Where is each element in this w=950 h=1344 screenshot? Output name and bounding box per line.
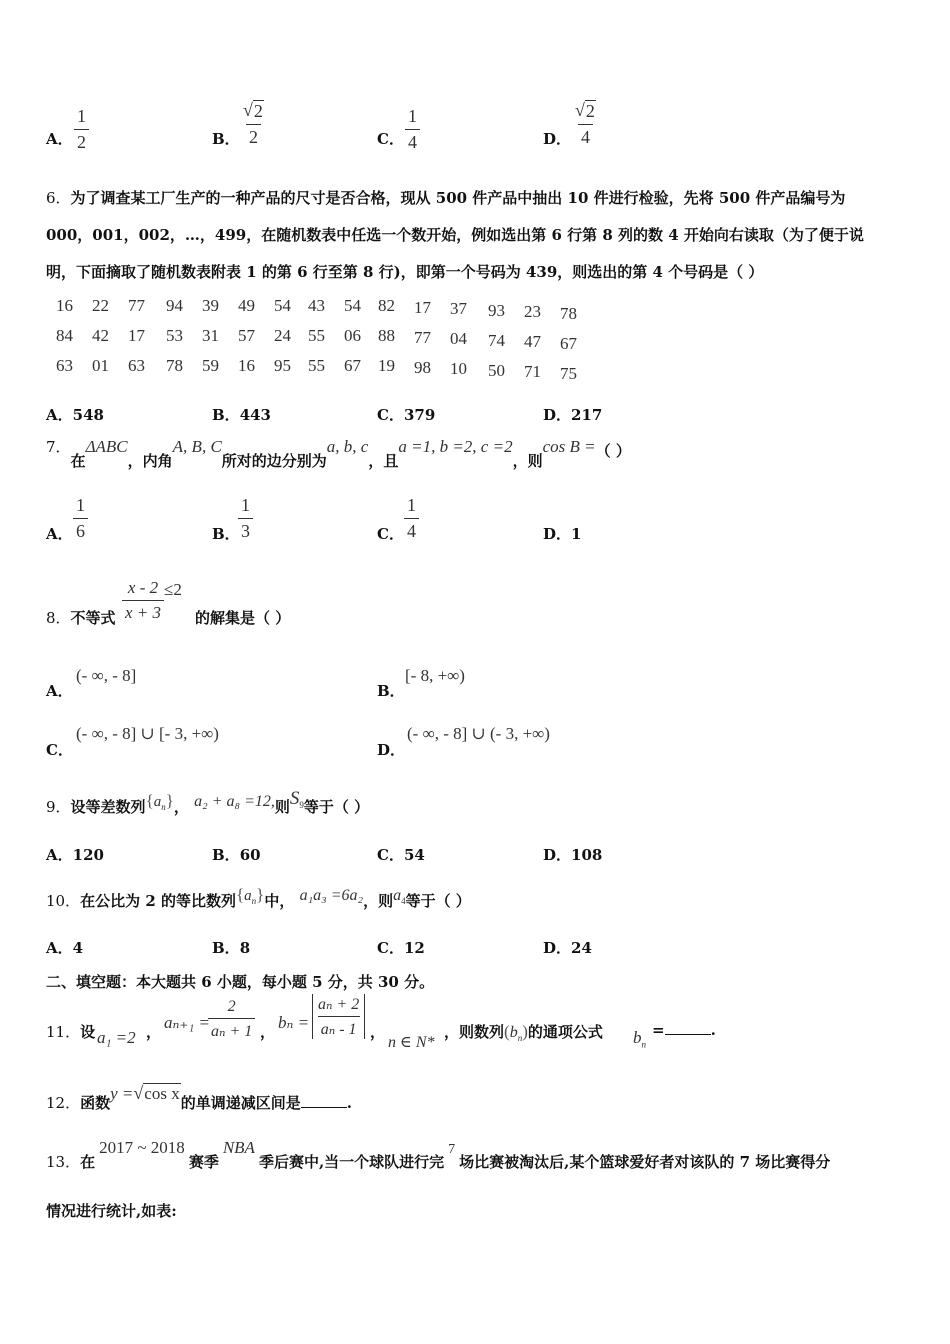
q8-option-a-value: (- ∞, - 8]: [76, 666, 137, 685]
random-number-cell: 47: [524, 332, 541, 351]
random-number-cell: 59: [202, 356, 219, 375]
q11-fraction-1: $\frac{2}{\text{aₙ + 1}}$: [208, 998, 255, 1041]
random-number-cell: 42: [92, 326, 109, 345]
random-number-cell: 16: [238, 356, 255, 375]
q6-line-3: 明，下面摘取了随机数表附表 1 的第 6 行至第 8 行)，即第一个号码为 439，则选出的第 4 个号码是（ ）: [46, 263, 764, 281]
q11-blank[interactable]: = .: [652, 1021, 716, 1039]
q9-option-d: D．108: [543, 846, 603, 864]
random-number-cell: 24: [274, 326, 291, 345]
random-number-cell: 17: [128, 326, 145, 345]
random-number-cell: 98: [414, 357, 431, 377]
q11-lead: 11．设: [46, 1023, 96, 1041]
q9-option-a: A．120: [46, 846, 104, 864]
random-number-cell: 57: [238, 326, 255, 345]
section-fill-in-title: 二、填空题：本大题共 6 小题，每小题 5 分，共 30 分。: [46, 973, 435, 991]
q5-option-c: C．: [377, 130, 404, 148]
q5-option-a-fraction: $\frac{1}{2}$: [74, 106, 89, 153]
random-number-cell: 63: [56, 356, 73, 375]
random-number-cell: 17: [414, 297, 431, 317]
q10-option-c: C．12: [377, 939, 425, 957]
q5-option-d-fraction: √ 2 4: [575, 100, 595, 147]
q11-comma-3: ，: [370, 1023, 386, 1041]
q8-option-b-value: [- 8, +∞): [405, 666, 465, 685]
q8-tail: 的解集是（ ）: [195, 609, 291, 627]
q9-option-c: C．54: [377, 846, 425, 864]
random-number-cell: 93: [488, 300, 505, 320]
q6-line-2: 000，001，002，…，499，在随机数表中任选一个数开始，例如选出第 6 行第 8 列的数 4 开始向右读取（为了便于说: [46, 226, 864, 244]
q13-line-2: 情况进行统计,如表:: [46, 1202, 177, 1220]
random-number-cell: 01: [92, 356, 109, 375]
q11-comma-2: ，: [260, 1023, 276, 1041]
random-number-cell: 77: [128, 296, 145, 315]
q5-option-b: B．: [212, 130, 240, 148]
q11-abs-fraction: $\frac{\text{aₙ + 2}}{\text{aₙ - 1}}$: [312, 994, 365, 1039]
q6-option-b: B．443: [212, 406, 271, 424]
q7-option-c-fraction: $\frac{1}{4}$: [404, 495, 419, 542]
q11-tail: ，则数列$(b_n)$的通项公式: [444, 1022, 603, 1043]
q5-option-d: D．: [543, 130, 572, 148]
q8-option-b-label: B．: [377, 682, 405, 700]
random-number-cell: 75: [560, 363, 577, 383]
random-number-cell: 49: [238, 296, 255, 315]
q8-option-a-label: A．: [46, 682, 73, 700]
q7-option-c: C．: [377, 525, 404, 543]
random-number-cell: 95: [274, 356, 291, 375]
random-number-cell: 88: [378, 326, 395, 345]
random-number-table: [56, 296, 596, 386]
q6-line-1: 6．为了调查某工厂生产的一种产品的尺寸是否合格，现从 500 件产品中抽出 10 件进行检验，先将 500 件产品编号为: [46, 189, 846, 207]
q11-a1: a₁ =2: [97, 1028, 136, 1047]
random-number-cell: 63: [128, 356, 145, 375]
random-number-cell: 74: [488, 330, 505, 350]
q10-option-d: D．24: [543, 939, 592, 957]
random-number-cell: 67: [560, 333, 577, 353]
random-number-cell: 82: [378, 296, 395, 315]
random-number-cell: 67: [344, 356, 361, 375]
random-number-cell: 37: [450, 299, 467, 318]
random-number-cell: 04: [450, 329, 467, 348]
q8-option-d-value: (- ∞, - 8] ∪ (- 3, +∞): [407, 724, 550, 743]
random-number-cell: 50: [488, 360, 505, 380]
random-number-cell: 71: [524, 362, 541, 381]
q8-option-c-value: (- ∞, - 8] ∪ [- 3, +∞): [76, 724, 219, 743]
q9-question: 9．设等差数列$\{a_n\}$， a₂ + a₈ =12,则$S_9$等于（ ）: [46, 788, 370, 816]
random-number-cell: 31: [202, 326, 219, 345]
random-number-cell: 23: [524, 302, 541, 321]
random-number-cell: 19: [378, 356, 395, 375]
random-number-cell: 55: [308, 326, 325, 345]
random-number-cell: 39: [202, 296, 219, 315]
random-number-cell: 16: [56, 296, 73, 315]
random-number-cell: 55: [308, 356, 325, 375]
q5-option-a: A．: [46, 130, 73, 148]
random-number-cell: 22: [92, 296, 109, 315]
q8-lead: 8．不等式: [46, 609, 116, 627]
q11-bn-answer: $b_n$: [633, 1028, 646, 1050]
q10-option-a: A．4: [46, 939, 84, 957]
q8-option-c-label: C．: [46, 741, 73, 759]
q8-inequality: $\frac{x - 2}{x + 3}$ ≤2: [122, 578, 182, 623]
q10-question: 10．在公比为 2 的等比数列$\{a_n\}$中， a₁a₃ =6a₂，则$a_4$等于（ ）: [46, 885, 471, 910]
random-number-cell: 78: [560, 303, 577, 323]
random-number-cell: 10: [450, 359, 467, 378]
random-number-cell: 54: [274, 296, 291, 315]
q6-option-a: A．548: [46, 406, 104, 424]
q7-option-d: D．1: [543, 525, 582, 543]
q7-option-a-fraction: $\frac{1}{6}$: [73, 495, 88, 542]
random-number-cell: 54: [344, 296, 361, 315]
q5-option-c-fraction: $\frac{1}{4}$: [405, 106, 420, 153]
q13-line-1: 13．在2017 ~ 2018赛季NBA季后赛中,当一个球队进行完7场比赛被淘汰后,某个篮球爱好者对该队的 7 场比赛得分: [46, 1138, 831, 1171]
q7-option-b: B．: [212, 525, 240, 543]
q6-option-d: D．217: [543, 406, 603, 424]
q6-option-c: C．379: [377, 406, 436, 424]
q11-an1: aₙ₊₁ =: [164, 1013, 210, 1032]
q8-option-d-label: D．: [377, 741, 406, 759]
random-number-cell: 78: [166, 356, 183, 375]
q5-option-b-fraction: √ 2 2: [243, 100, 263, 147]
q9-option-b: B．60: [212, 846, 261, 864]
q11-comma-1: ，: [146, 1023, 162, 1041]
random-number-cell: 94: [166, 296, 183, 315]
q7-option-b-fraction: $\frac{1}{3}$: [238, 495, 253, 542]
random-number-cell: 77: [414, 327, 431, 347]
random-number-cell: 53: [166, 326, 183, 345]
random-number-cell: 43: [308, 296, 325, 315]
q11-n-in-N: n ∈ N*: [388, 1034, 435, 1051]
q11-bn: bₙ =: [278, 1013, 310, 1032]
random-number-cell: 84: [56, 326, 73, 345]
q12-question: 12．函数y = √ cos x 的单调递减区间是 .: [46, 1083, 352, 1112]
q10-option-b: B．8: [212, 939, 251, 957]
random-number-cell: 06: [344, 326, 361, 345]
q7-question: 7．在ΔABC，内角A, B, C所对的边分别为a, b, c，且a =1, b =2, c =2，则cos B =（ ）: [46, 437, 631, 470]
q7-option-a: A．: [46, 525, 73, 543]
